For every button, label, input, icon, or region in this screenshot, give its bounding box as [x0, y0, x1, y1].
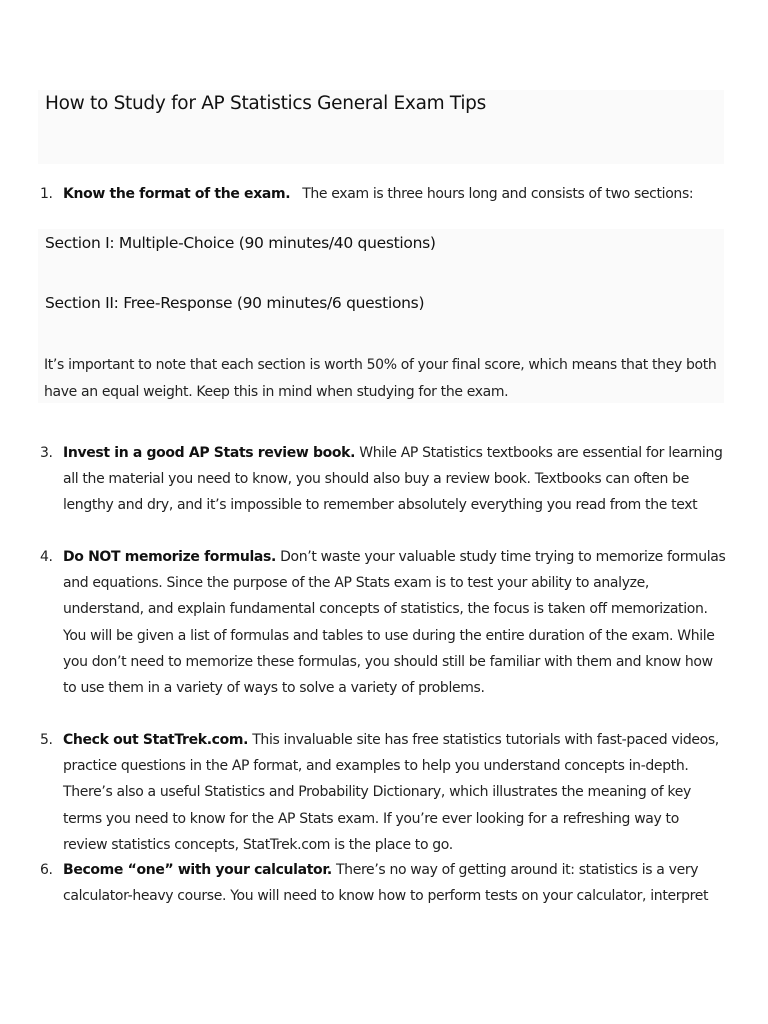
list-number: 3. — [40, 445, 53, 461]
list-item-text — [63, 727, 726, 858]
list-number: 5. — [40, 732, 53, 748]
section-two-heading: Section II: Free-Response (90 minutes/6 questions) — [45, 294, 425, 312]
list-item-heading: Invest in a good AP Stats review book. — [63, 445, 356, 461]
title-block — [38, 90, 724, 164]
list-item-heading: Become “one” with your calculator. — [63, 862, 332, 878]
list-item-heading: Do NOT memorize formulas. — [63, 549, 276, 565]
list-item-body: There’s no way of getting around it: statistics is a very calculator-heavy course. You will need to know how to perform tests on your calculator, interpret — [63, 862, 709, 905]
section-one-heading: Section I: Multiple-Choice (90 minutes/40 questions) — [45, 234, 436, 252]
list-item-body: The exam is three hours long and consists of two sections: — [302, 186, 694, 202]
list-item-text — [63, 857, 726, 909]
list-item-text — [63, 181, 726, 207]
list-item — [40, 544, 726, 701]
list-item-text — [63, 440, 726, 519]
page-title: How to Study for AP Statistics General Exam Tips — [45, 93, 486, 114]
list-item-body: This invaluable site has free statistics tutorials with fast-paced videos, practice questions in the AP format, and examples to help you understand concepts in-depth. There’s also a useful Statistics and Probability Dictionary, which illustrates the meaning of key terms you need to know for the AP Stats exam. If you’re ever looking for a refreshing way to review statistics concepts, StatTrek.com is the place to go. — [63, 732, 719, 853]
list-number: 6. — [40, 862, 53, 878]
list-number: 4. — [40, 549, 53, 565]
list-item-body: Don’t waste your valuable study time trying to memorize formulas and equations. Since the purpose of the AP Stats exam is to test your ability to analyze, understand, and explain fundamental concepts of statistics, the focus is taken off memorization. You will be given a list of formulas and tables to use during the entire duration of the exam. While you don’t need to memorize these formulas, you should still be familiar with them and know how to use them in a variety of ways to solve a variety of problems. — [63, 549, 726, 697]
list-item-text — [63, 544, 726, 701]
list-item — [40, 857, 726, 909]
list-item-body: While AP Statistics textbooks are essential for learning all the material you need to know, you should also buy a review book. Textbooks can often be lengthy and dry, and it’s impossible to remember absolutely everything you read from the text — [63, 445, 723, 514]
weight-note: It’s important to note that each section is worth 50% of your final score, which means that they both have an equal weight. Keep this in mind when studying for the exam. — [44, 357, 717, 400]
list-item-heading: Know the format of the exam. — [63, 186, 291, 202]
list-item — [40, 440, 726, 519]
list-item — [40, 727, 726, 858]
list-number: 1. — [40, 186, 53, 202]
list-item — [40, 181, 726, 207]
list-item-heading: Check out StatTrek.com. — [63, 732, 249, 748]
exam-sections-block — [38, 229, 724, 403]
